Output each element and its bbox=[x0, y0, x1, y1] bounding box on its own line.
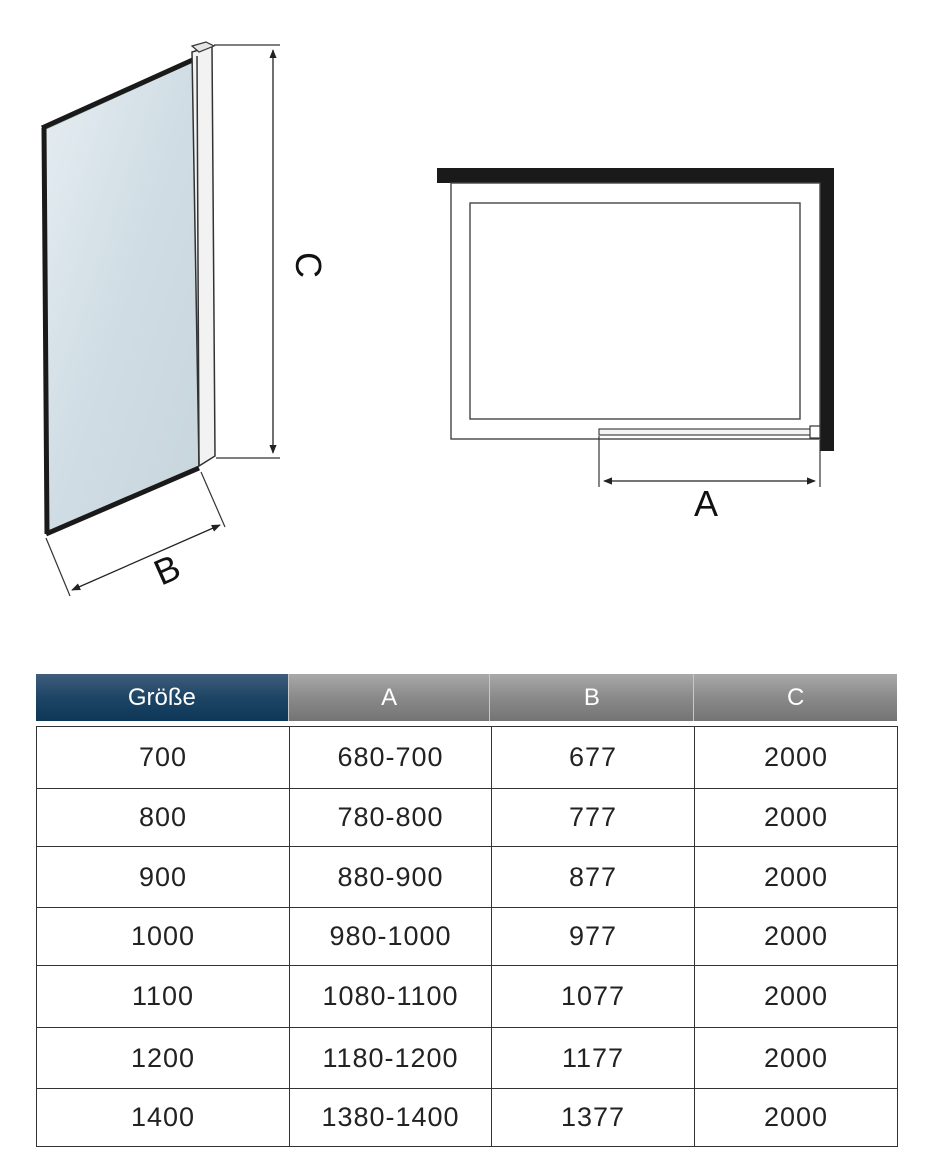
cell-size: 1200 bbox=[37, 1028, 290, 1089]
cell-size: 1100 bbox=[37, 966, 290, 1028]
table-header bbox=[36, 674, 897, 721]
table-row bbox=[37, 789, 898, 847]
cell-c: 2000 bbox=[695, 1089, 898, 1147]
table-row bbox=[37, 1028, 898, 1089]
table-row bbox=[37, 1089, 898, 1147]
cell-c: 2000 bbox=[695, 789, 898, 847]
cell-c: 2000 bbox=[695, 847, 898, 908]
size-table bbox=[36, 726, 898, 1147]
header-c: C bbox=[693, 674, 897, 721]
cell-b: 1377 bbox=[492, 1089, 695, 1147]
table-row bbox=[37, 966, 898, 1028]
cell-a: 1380-1400 bbox=[290, 1089, 492, 1147]
shower-tray bbox=[470, 203, 800, 419]
table-row bbox=[37, 847, 898, 908]
cell-a: 780-800 bbox=[290, 789, 492, 847]
glass-pane bbox=[44, 60, 199, 532]
glass-panel-plan bbox=[599, 429, 814, 435]
cell-b: 977 bbox=[492, 908, 695, 966]
cell-a: 680-700 bbox=[290, 727, 492, 789]
cell-size: 1000 bbox=[37, 908, 290, 966]
label-b: B bbox=[147, 546, 187, 594]
panel-frame-left bbox=[44, 128, 47, 534]
cell-b: 677 bbox=[492, 727, 695, 789]
cell-b: 1077 bbox=[492, 966, 695, 1028]
label-a: A bbox=[693, 483, 719, 524]
table-row bbox=[37, 727, 898, 789]
cell-a: 880-900 bbox=[290, 847, 492, 908]
cell-c: 2000 bbox=[695, 727, 898, 789]
cell-c: 2000 bbox=[695, 908, 898, 966]
glass-panel-perspective bbox=[42, 42, 215, 534]
cell-b: 777 bbox=[492, 789, 695, 847]
table-row bbox=[37, 908, 898, 966]
cell-b: 877 bbox=[492, 847, 695, 908]
plan-view bbox=[437, 168, 834, 451]
cell-size: 1400 bbox=[37, 1089, 290, 1147]
cell-size: 700 bbox=[37, 727, 290, 789]
cell-b: 1177 bbox=[492, 1028, 695, 1089]
wall-back bbox=[437, 168, 834, 183]
cell-a: 980-1000 bbox=[290, 908, 492, 966]
header-b: B bbox=[489, 674, 693, 721]
dimension-a bbox=[599, 436, 820, 524]
cell-a: 1080-1100 bbox=[290, 966, 492, 1028]
cell-size: 900 bbox=[37, 847, 290, 908]
header-a: A bbox=[288, 674, 490, 721]
wall-side bbox=[820, 168, 834, 451]
cell-a: 1180-1200 bbox=[290, 1028, 492, 1089]
cell-c: 2000 bbox=[695, 966, 898, 1028]
cell-size: 800 bbox=[37, 789, 290, 847]
label-c: C bbox=[288, 252, 329, 278]
cell-c: 2000 bbox=[695, 1028, 898, 1089]
dimension-c bbox=[214, 45, 329, 458]
header-size: Größe bbox=[36, 674, 288, 721]
